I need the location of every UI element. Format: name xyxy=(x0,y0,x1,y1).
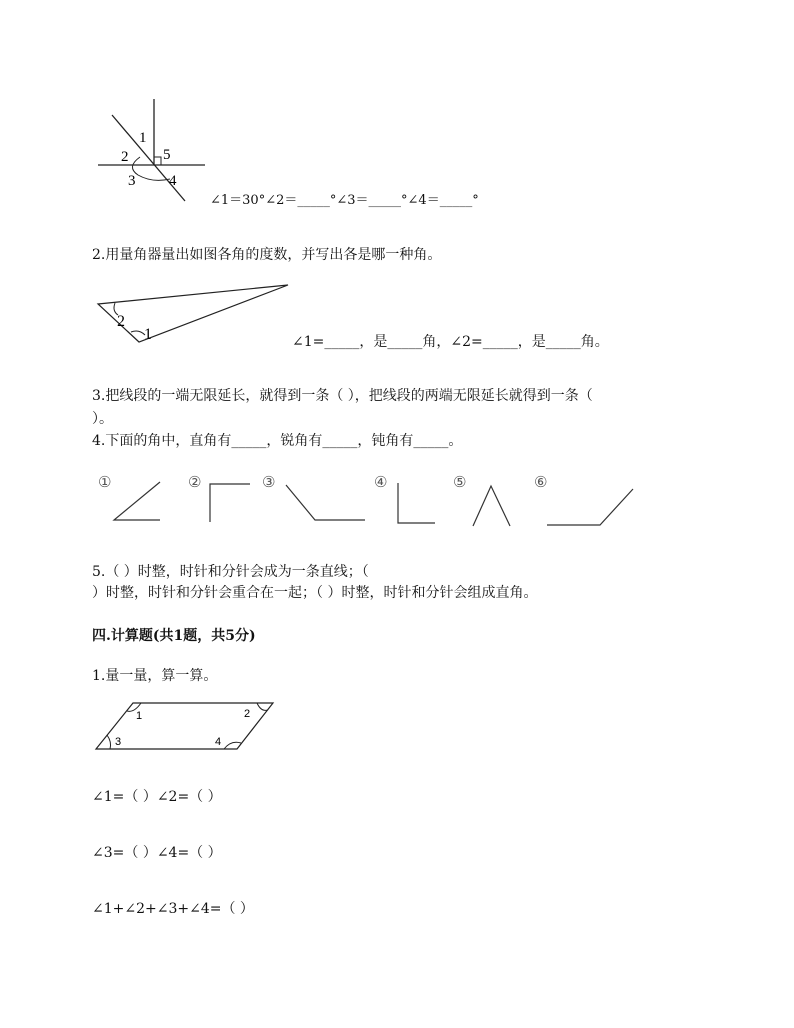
q5-line1: 5.（ ）时整，时针和分针会成为一条直线；（ xyxy=(92,564,369,580)
angle-3-figure xyxy=(283,480,368,525)
angle-5-figure xyxy=(468,482,518,530)
corner-2-arc xyxy=(257,703,268,710)
corner-3-arc xyxy=(107,735,111,749)
angle-marker-1: ① xyxy=(98,473,112,491)
fig1-label-5: 5 xyxy=(163,147,171,163)
fig1-label-3: 3 xyxy=(128,173,136,189)
angle-marker-3: ③ xyxy=(262,473,276,491)
calc-line2: ∠3=（ ）∠4=（ ） xyxy=(92,845,222,861)
q5-line2: ）时整，时针和分针会重合在一起；（ ）时整，时针和分针会组成直角。 xyxy=(92,585,538,601)
angle-1-arc xyxy=(131,331,145,335)
angle-marker-5: ⑤ xyxy=(453,473,467,491)
para-label-3: 3 xyxy=(115,736,122,748)
q2-answer: ∠1=_____，是_____角，∠2=_____，是_____角。 xyxy=(292,334,609,350)
fig2-label-1: 1 xyxy=(144,326,152,343)
angle-marker-6: ⑥ xyxy=(534,473,548,491)
fig1-label-4: 4 xyxy=(169,173,177,189)
q3-line1: 3.把线段的一端无限延长，就得到一条（ ），把线段的两端无限延长就得到一条（ xyxy=(92,388,593,404)
angle-marker-2: ② xyxy=(188,473,202,491)
angle-marker-4: ④ xyxy=(374,473,388,491)
fig1-label-2: 2 xyxy=(121,149,129,165)
q4-prompt: 4.下面的角中，直角有_____，锐角有_____，钝角有_____。 xyxy=(92,433,463,449)
calc-line1: ∠1=（ ）∠2=（ ） xyxy=(92,789,222,805)
q3-line2: ）。 xyxy=(92,411,113,427)
triangle-outline xyxy=(98,285,288,342)
right-angle-mark xyxy=(154,157,161,165)
para-label-4: 4 xyxy=(215,736,222,748)
para-label-1: 1 xyxy=(136,710,143,722)
q2-prompt: 2.用量角器量出如图各角的度数，并写出各是哪一种角。 xyxy=(92,247,442,263)
q1-equation: ∠1＝30°∠2＝_____°∠3＝_____°∠4＝_____° xyxy=(210,193,479,208)
parallelogram-figure xyxy=(93,700,278,752)
angle-6-figure xyxy=(545,485,640,530)
para-label-2: 2 xyxy=(244,708,251,720)
section-heading: 四.计算题(共1题，共5分) xyxy=(92,628,256,644)
angle-2-figure xyxy=(205,480,255,525)
triangle-figure xyxy=(95,283,295,345)
angle-1-figure xyxy=(110,478,165,523)
intersecting-lines-figure xyxy=(90,95,215,207)
calc-line3: ∠1+∠2+∠3+∠4=（ ） xyxy=(92,901,254,917)
calc-prompt: 1.量一量，算一算。 xyxy=(92,668,218,684)
angle-4-figure xyxy=(393,481,438,526)
fig2-label-2: 2 xyxy=(117,313,125,330)
fig1-label-1: 1 xyxy=(139,130,147,146)
